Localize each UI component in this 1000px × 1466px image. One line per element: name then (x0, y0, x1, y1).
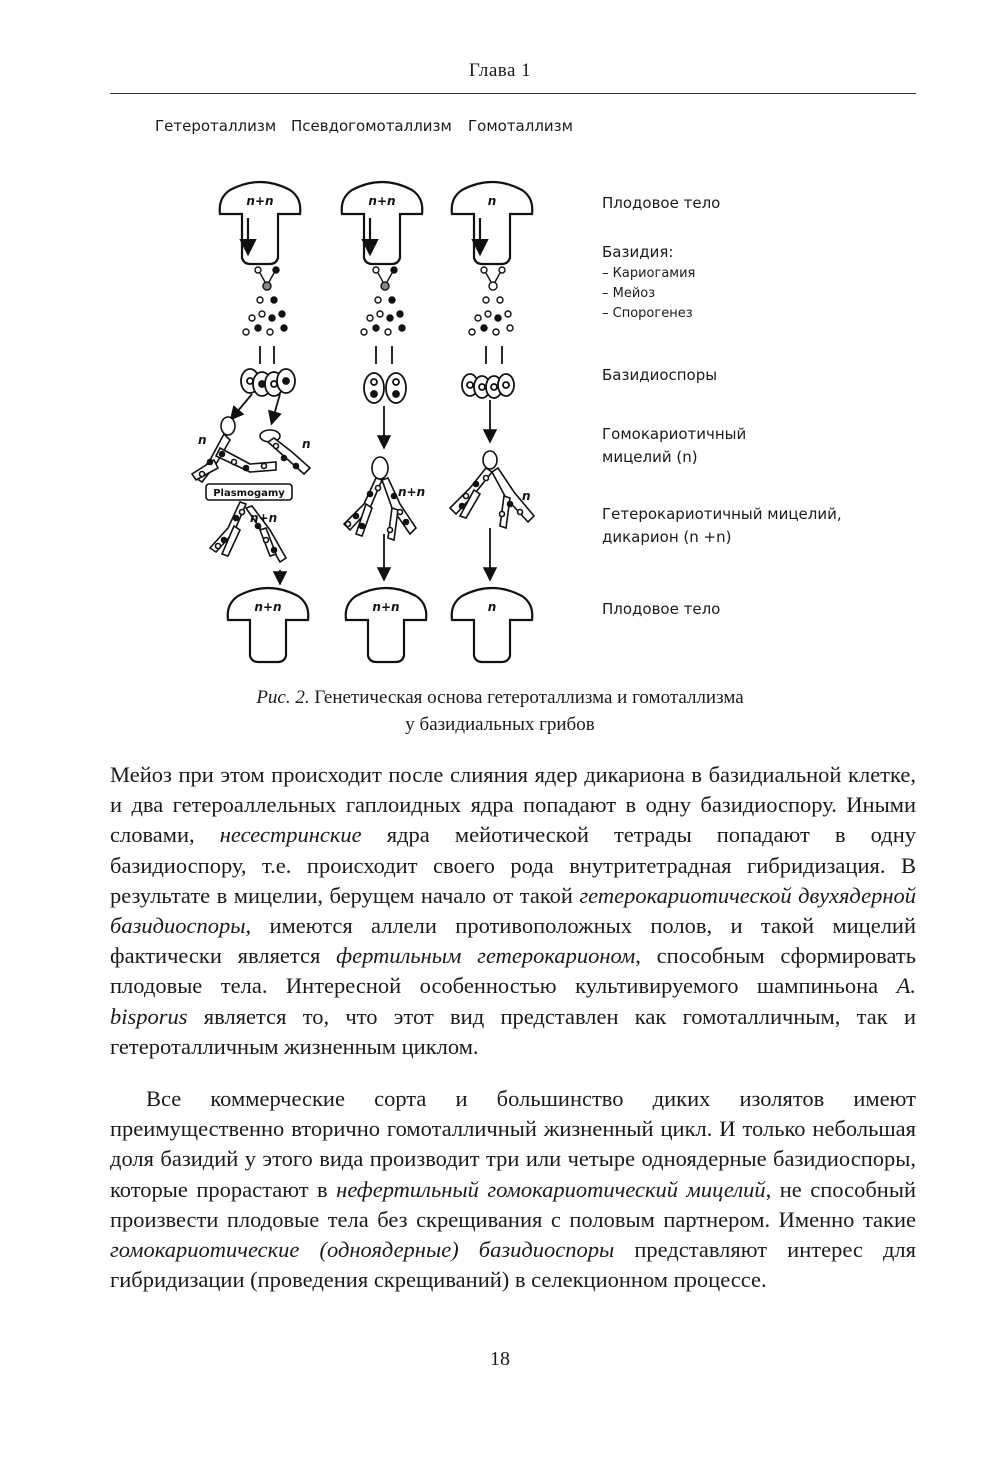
basidium-homothallic (469, 267, 513, 335)
p2-emph-1: нефертильный гомокариотический мицелий (336, 1176, 766, 1202)
p1-text-5: является то, что этот вид представлен как гомоталличным, так и гетероталличным жизненным циклом. (110, 1003, 916, 1059)
p1-text-2: ядра мейотической тетрады попадают в одну базидиоспору, т.е. происходит своего рода внутритетрадная гибридизация. В результате в мицелии, берущем начало от такой (110, 822, 916, 908)
column-title-heterothallism: Гетероталлизм (155, 117, 277, 135)
mycelium-label-nn-hetero: n+n (398, 485, 426, 499)
column-title-pseudohomothallism: Псевдогомоталлизм (291, 117, 452, 135)
basidium-pseudohomothallic (361, 267, 405, 335)
p1-text-1: Мейоз при этом происходит после слияния ядер дикариона в базидиальной клетке, и два гетероаллельных гаплоидных ядра попадают в одну базидиоспору. Иными словами, (110, 762, 916, 848)
top-label-3: n (487, 194, 497, 208)
basidiospores-heterothallic (241, 346, 295, 396)
plasmogamy-label: Plasmogamy (213, 488, 285, 499)
p2-emph-2: гомокариотические (одноядерные) базидиоспоры (110, 1237, 615, 1263)
label-basidium: Базидия: (602, 243, 674, 261)
page-number: 18 (490, 1348, 510, 1370)
p1-text-3: , имеются аллели противоположных полов, и такой мицелий фактически является (110, 913, 916, 969)
mycelium-label-n-right: n (302, 437, 311, 451)
life-cycle-diagram (180, 178, 580, 668)
chapter-header: Глава 1 (468, 60, 532, 81)
p1-emph-3: фертильным гетерокарионом (336, 943, 636, 969)
label-homokaryotic-1: Гомокариотичный (602, 425, 747, 443)
top-label-2: n+n (368, 194, 396, 208)
p2-text-1: Все коммерческие сорта и большинство диких изолятов имеют преимущественно вторично гомоталличный жизненный цикл. И только небольшая доля базидий у этого вида производит три или четыре одноядерные базидиоспоры, которые прорастают в (110, 1086, 916, 1202)
mycelium-label-n-left: n (198, 433, 207, 447)
label-sporogenesis: – Спорогенез (602, 306, 693, 321)
label-heterokaryotic-1: Гетерокариотичный мицелий, (602, 505, 842, 523)
caption-line2: у базидиальных грибов (405, 714, 595, 735)
header-rule (110, 93, 916, 94)
caption-line1: Генетическая основа гетероталлизма и гомоталлизма (309, 687, 744, 708)
column-title-homothallism: Гомоталлизм (468, 117, 573, 135)
caption-label: Рис. 2. (256, 687, 310, 708)
bottom-label-3: n (487, 600, 497, 614)
basidiospores-pseudohomothallic (364, 346, 406, 403)
label-basidiospores: Базидиоспоры (602, 366, 718, 384)
bottom-label-1: n+n (254, 600, 282, 614)
p1-emph-4: A. bisporus (110, 973, 916, 1029)
label-heterokaryotic-2: дикарион (n +n) (602, 528, 732, 546)
p2-text-2: , не способный произвести плодовые тела без скрещивания с половым партнером. Именно такие (110, 1176, 916, 1232)
paragraph-1 (110, 760, 916, 1062)
p1-emph-2: гетерокариотической двухядерной базидиоспоры (110, 882, 916, 939)
basidium-heterothallic (243, 267, 287, 335)
p1-text-4: , способным сформировать плодовые тела. Интересной особенностью культивируемого шампиньона (110, 943, 916, 999)
label-karyogamy: – Кариогамия (602, 266, 696, 281)
label-meiosis: – Мейоз (602, 286, 656, 301)
mycelium-label-nn-mid: n+n (250, 511, 278, 525)
p1-emph-1: несестринские (219, 822, 362, 848)
paragraph-2 (110, 1084, 916, 1295)
basidiospores-homothallic (462, 346, 514, 398)
mycelium-label-n-homo: n (522, 489, 531, 503)
bottom-label-2: n+n (372, 600, 400, 614)
p2-text-3: представляют интерес для гибридизации (проведения скрещиваний) в селекционном процессе. (110, 1237, 916, 1293)
label-homokaryotic-2: мицелий (n) (602, 448, 698, 466)
label-fruit-body-top: Плодовое тело (602, 194, 721, 212)
top-label-1: n+n (246, 194, 274, 208)
label-fruit-body-bottom: Плодовое тело (602, 600, 721, 618)
figure-caption (0, 684, 1000, 738)
